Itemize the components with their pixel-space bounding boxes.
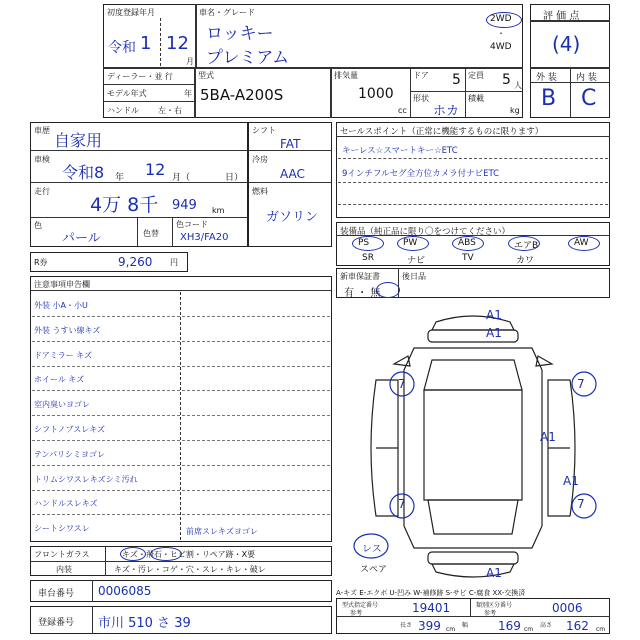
- equipment-item: AW: [574, 238, 589, 248]
- equipment-item: SR: [362, 253, 374, 263]
- length-unit: cm: [446, 626, 456, 633]
- height-unit: cm: [596, 626, 606, 633]
- damage-mark: A1: [486, 308, 502, 322]
- mileage-sub: 949: [172, 198, 197, 213]
- r-value: 9,260: [118, 255, 153, 269]
- displacement: 1000: [358, 86, 394, 102]
- shift-label: シフト: [252, 126, 276, 135]
- model-year-unit: 年: [184, 89, 192, 98]
- drive-4wd: 4WD: [490, 42, 512, 52]
- front-glass-chip-circle: [150, 547, 182, 561]
- color-change-label: 色替: [143, 229, 159, 238]
- note-row: 外装 うすい線キズ: [34, 325, 101, 335]
- mileage-main: 4万 8千: [90, 194, 159, 216]
- class-label: 類別区分番号: [476, 602, 513, 609]
- note-row: シフトノブスレキズ: [34, 425, 106, 434]
- damage-mark: 7: [398, 497, 406, 511]
- note-row: テンパリシミヨゴレ: [34, 449, 106, 459]
- type-cert-label: 型式指定番号: [342, 602, 379, 609]
- drive-dot: ・: [497, 29, 505, 38]
- width-label: 幅: [462, 622, 469, 629]
- note-row: ホイール キズ: [34, 375, 85, 385]
- model-year-label: モデル年式: [107, 89, 147, 98]
- shape: ホカ: [433, 104, 460, 119]
- dealer-label: ディーラー・並 行: [107, 72, 173, 81]
- damage-legend: A-キズ E-エクボ U-凹み W-補修跡 S-サビ C-腐食 XX-交換済: [336, 589, 526, 597]
- cc-unit: cc: [398, 106, 407, 115]
- width-unit: cm: [524, 626, 534, 633]
- front-glass-label: フロントガラス: [34, 550, 90, 559]
- damage-mark: 7: [398, 377, 406, 391]
- equipment-circle: [568, 236, 600, 251]
- insp-month-unit: 月（: [172, 173, 191, 183]
- equipment-item: PS: [358, 238, 370, 248]
- insp-day-unit: 日）: [225, 173, 244, 183]
- interior-label: 内 装: [576, 73, 597, 83]
- equipment-item: エアB: [514, 241, 539, 251]
- doors: 5: [452, 72, 461, 88]
- warranty-circle: [376, 282, 400, 298]
- selling-points-title: セールスポイント（正常に機能するものに限ります）: [340, 127, 544, 137]
- r-label: R券: [34, 258, 48, 267]
- door-label: ドア: [413, 71, 429, 80]
- note-row: ハンドルスレキズ: [34, 499, 98, 509]
- registration-label: 登録番号: [38, 618, 75, 628]
- length-label: 長さ: [400, 622, 413, 629]
- damage-mark: A1: [540, 430, 556, 444]
- warranty-title: 新車保証書: [340, 272, 380, 281]
- front-glass-scratch-circle: [120, 547, 146, 561]
- class-ref: 参考: [484, 610, 497, 617]
- r-ticket-box: [30, 252, 188, 272]
- insp-year-unit: 年: [115, 173, 125, 183]
- capacity-label: 定員: [468, 71, 484, 80]
- interior-damage-value: キズ・汚レ・コゲ・穴・スレ・キレ・破レ: [114, 565, 266, 574]
- insp-month: 12: [145, 160, 166, 179]
- length-value: 399: [418, 619, 441, 633]
- spare-circle-text: レス: [362, 544, 382, 555]
- equipment-item: カワ: [516, 256, 535, 266]
- color-value: パール: [62, 231, 101, 246]
- history-value: 自家用: [54, 131, 103, 150]
- equipment-item: ナビ: [407, 256, 426, 266]
- type-label: 型式: [198, 71, 214, 80]
- handle-label: ハンドル: [107, 106, 139, 115]
- history-label: 車歴: [34, 126, 50, 135]
- note-row: ドアミラー キズ: [34, 350, 93, 360]
- ac-label: 冷房: [252, 155, 268, 164]
- shift: FAT: [280, 137, 301, 151]
- fuel-label: 燃料: [252, 187, 268, 196]
- mileage-label: 走行: [34, 187, 50, 196]
- height-value: 162: [566, 619, 589, 633]
- exterior-label: 外 装: [536, 73, 557, 83]
- reg-date-label: 初度登録年月: [107, 8, 155, 17]
- equipment-circle: [397, 236, 429, 251]
- notes-title: 注意事項申告欄: [34, 280, 90, 289]
- ac: AAC: [280, 167, 305, 181]
- equipment-item: PW: [403, 238, 418, 248]
- note-row: トリムシワスレキズシミ汚れ: [34, 474, 138, 484]
- damage-mark: 7: [577, 497, 585, 511]
- width-value: 169: [498, 619, 521, 633]
- note-row: 室内臭いヨゴレ: [34, 400, 90, 410]
- car-name-label: 車名・グレード: [199, 8, 255, 17]
- spare-label: スペア: [360, 565, 388, 575]
- score-value: (4): [552, 32, 581, 56]
- class-value: 0006: [552, 601, 583, 615]
- color-label: 色: [34, 221, 42, 230]
- equipment-circle: [352, 236, 384, 251]
- fuel: ガソリン: [266, 210, 319, 225]
- damage-mark: A1: [563, 474, 579, 488]
- front-glass-value: キズ・飛石・ヒビ割・リペア跡・X要: [122, 550, 256, 559]
- handle-value: 左・右: [158, 106, 182, 115]
- reg-era: 令和: [108, 40, 136, 56]
- note-row: 外装 小A・小U: [34, 301, 88, 310]
- interior-grade: C: [581, 86, 597, 111]
- car-name: ロッキー: [206, 24, 274, 44]
- damage-mark: 7: [577, 377, 585, 391]
- post-label: 後日品: [402, 272, 426, 281]
- equipment-item: TV: [462, 253, 474, 263]
- exterior-grade: B: [541, 86, 557, 111]
- grade: プレミアム: [206, 48, 290, 68]
- load-label: 積載: [468, 94, 484, 103]
- reg-year: 1: [140, 33, 152, 54]
- selling-point-2: 9インチフルセグ全方位カメラ付ナビETC: [342, 169, 500, 179]
- drive-2wd: 2WD: [490, 14, 512, 24]
- equipment-circle: [452, 236, 484, 251]
- equipment-item: ABS: [458, 238, 476, 248]
- note-row: シートシワスレ: [34, 524, 90, 534]
- chassis-box: [30, 580, 332, 602]
- damage-mark: A1: [486, 566, 502, 580]
- displacement-label: 排気量: [334, 71, 358, 80]
- type-value: 5BA-A200S: [200, 86, 284, 104]
- damage-mark: A1: [486, 326, 502, 340]
- capacity: 5: [502, 72, 511, 88]
- capacity-unit: 人: [514, 81, 522, 90]
- reg-month: 12: [166, 33, 189, 54]
- height-label: 高さ: [540, 622, 553, 629]
- color-code: XH3/FA20: [180, 232, 229, 243]
- selling-point-1: キーレス☆スマートキー☆ETC: [342, 146, 458, 156]
- color-code-label: 色コード: [176, 220, 208, 229]
- registration-number: 市川 510 さ 39: [98, 616, 191, 631]
- chassis-label: 車台番号: [38, 589, 75, 599]
- load-unit: kg: [510, 106, 520, 115]
- chassis-number: 0006085: [98, 584, 152, 598]
- r-unit: 円: [170, 258, 178, 267]
- equipment-circle: [508, 236, 540, 251]
- warranty-value: 有 ・ 無: [344, 288, 381, 299]
- km-unit: km: [212, 206, 225, 215]
- insp-era: 令和8: [62, 163, 105, 182]
- shape-label: 形状: [413, 94, 429, 103]
- type-cert-value: 19401: [412, 601, 451, 615]
- notes-extra: 前席スレキズヨゴレ: [186, 527, 258, 536]
- type-cert-ref: 参考: [350, 610, 363, 617]
- reg-month-unit: 月: [186, 57, 194, 66]
- score-label: 評 価 点: [543, 11, 580, 22]
- interior-damage-label: 内装: [56, 565, 72, 574]
- inspection-label: 車検: [34, 155, 50, 164]
- equipment-title: 装備品（純正品に限り〇をつけてください）: [340, 227, 511, 237]
